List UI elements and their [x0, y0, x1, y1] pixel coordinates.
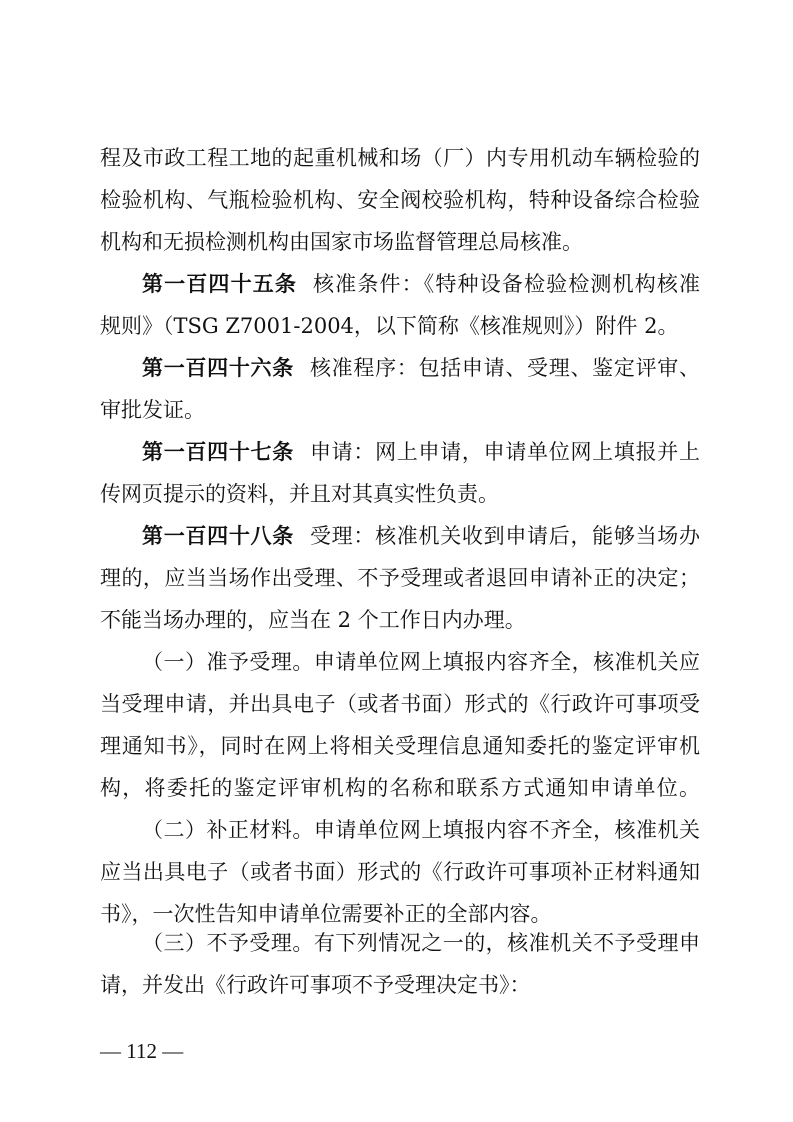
body-text-line: 不能当场办理的，应当在 2 个工作日内办理。: [100, 608, 526, 632]
article-number: 第一百四十五条: [142, 272, 298, 296]
body-text-line: （二）补正材料。申请单位网上填报内容不齐全，核准机关: [142, 818, 700, 842]
body-text-line: 程及市政工程工地的起重机械和场（厂）内专用机动车辆检验的: [100, 146, 700, 170]
article-number: 第一百四十八条: [142, 524, 294, 548]
article-146-line: [142, 354, 700, 382]
body-text-line: 请，并发出《行政许可事项不予受理决定书》：: [100, 973, 531, 997]
article-text: 受理：核准机关收到申请后，能够当场办: [309, 524, 700, 548]
article-145-line: [142, 270, 700, 298]
body-text-line: 书》，一次性告知申请单位需要补正的全部内容。: [100, 902, 552, 926]
article-148-line: [142, 522, 700, 550]
body-text-line: 理通知书》，同时在网上将相关受理信息通知委托的鉴定评审机: [100, 734, 700, 758]
body-text-line: 规则》（TSG Z7001-2004，以下简称《核准规则》）附件 2。: [100, 314, 679, 338]
body-text-line: 当受理申请，并出具电子（或者书面）形式的《行政许可事项受: [100, 692, 700, 716]
body-text-line: 机构和无损检测机构由国家市场监督管理总局核准。: [100, 230, 583, 254]
article-text: 申请：网上申请，申请单位网上填报并上: [309, 440, 700, 464]
body-text-line: 检验机构、气瓶检验机构、安全阀校验机构，特种设备综合检验: [100, 188, 700, 212]
body-text-line: 理的，应当当场作出受理、不予受理或者退回申请补正的决定；: [100, 566, 700, 590]
body-text-line: 构，将委托的鉴定评审机构的名称和联系方式通知申请单位。: [100, 776, 700, 800]
body-text-line: 审批发证。: [100, 398, 205, 422]
article-number: 第一百四十六条: [142, 356, 294, 380]
article-147-line: [142, 438, 700, 466]
article-text: 核准条件：《特种设备检验检测机构核准: [313, 272, 700, 296]
article-text: 核准程序：包括申请、受理、鉴定评审、: [309, 356, 700, 380]
body-text-line: （三）不予受理。有下列情况之一的，核准机关不予受理申: [142, 931, 700, 955]
article-number: 第一百四十七条: [142, 440, 294, 464]
body-text-line: （一）准予受理。申请单位网上填报内容齐全，核准机关应: [142, 650, 700, 674]
body-text-line: 传网页提示的资料，并且对其真实性负责。: [100, 482, 499, 506]
body-text-line: 应当出具电子（或者书面）形式的《行政许可事项补正材料通知: [100, 860, 700, 884]
page-number: — 112 —: [100, 1039, 184, 1063]
